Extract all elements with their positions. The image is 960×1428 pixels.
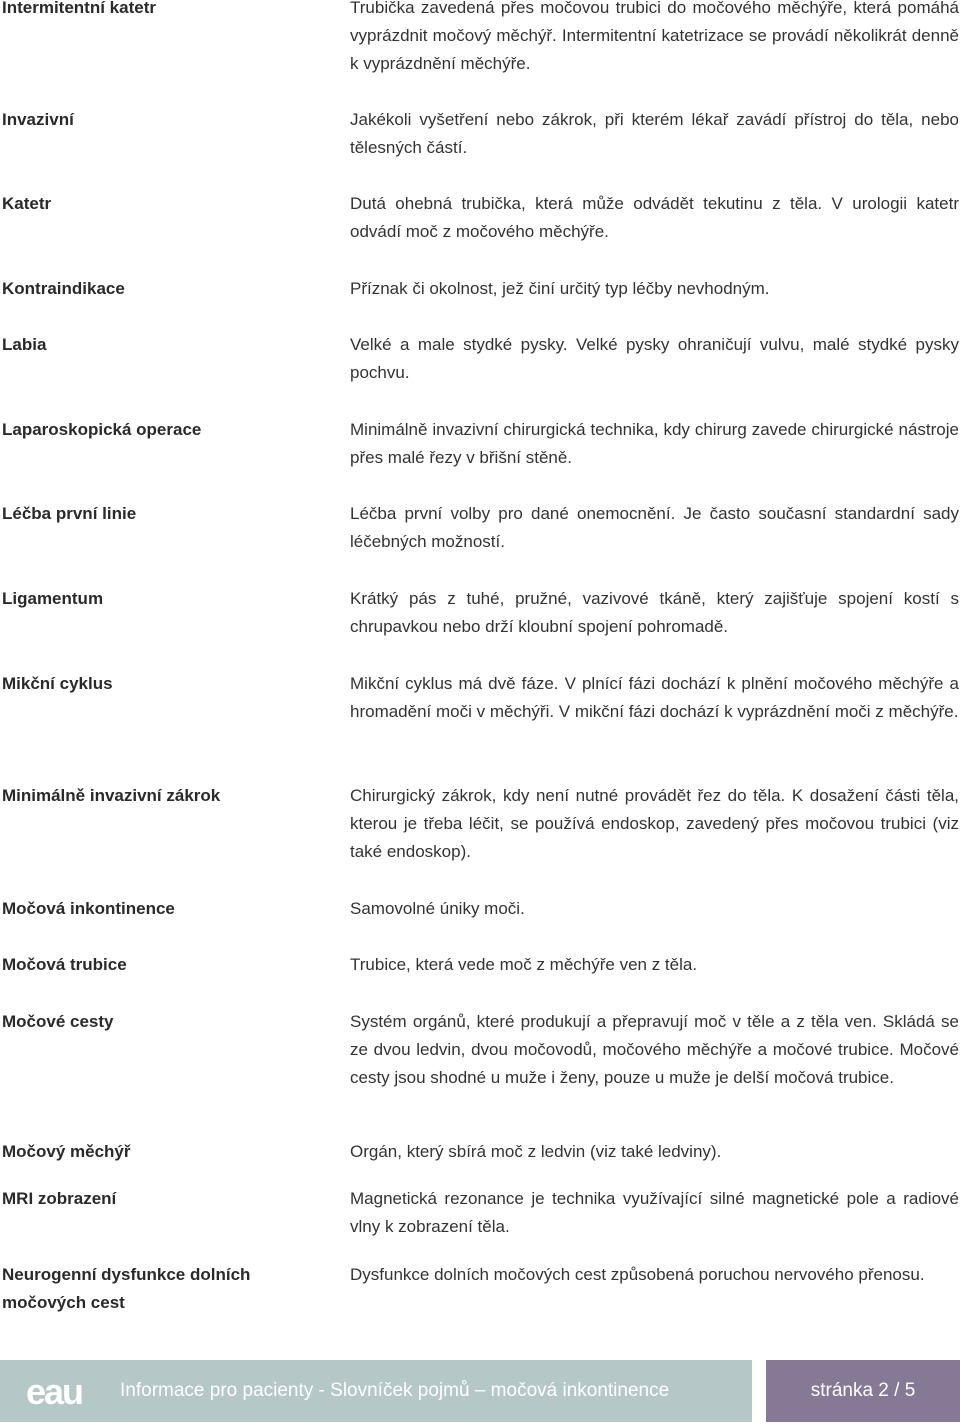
glossary-term: Kontraindikace — [2, 279, 125, 298]
glossary-definition: Trubička zavedená přes močovou trubici do močového měchýře, která pomáhá vyprázdnit močový měchýř. Intermitentní katetrizace se provádí několikrát denně k vyprázdnění měchýře. — [350, 0, 959, 73]
glossary-definition: Příznak či okolnost, jež činí určitý typ léčby nevhodným. — [350, 279, 770, 298]
page-number: stránka 2 / 5 — [810, 1380, 916, 1401]
eau-logo — [22, 1370, 102, 1412]
glossary-definition: Mikční cyklus má dvě fáze. V plnící fázi dochází k plnění močového měchýře a hromadění moči v měchýři. V mikční fázi dochází k vyprázdnění moči z měchýře. — [350, 674, 959, 721]
footer-title-bar — [0, 1360, 752, 1422]
glossary-term: Labia — [2, 335, 47, 354]
glossary-term: Močové cesty — [2, 1012, 114, 1031]
glossary-term: Minimálně invazivní zákrok — [2, 786, 221, 805]
glossary-definition: Systém orgánů, které produkují a přepravují moč v těle a z těla ven. Skládá se ze dvou ledvin, dvou močovodů, močového měchýře a močové trubice. Močové cesty jsou shodné u muže i ženy, pouze u muže je delší močová trubice. — [350, 1012, 959, 1087]
glossary-definition: Dutá ohebná trubička, která může odvádět tekutinu z těla. V urologii katetr odvádí moč z močového měchýře. — [350, 194, 959, 241]
glossary-definition: Velké a male stydké pysky. Velké pysky ohraničují vulvu, malé stydké pysky pochvu. — [350, 335, 959, 382]
glossary-term: Ligamentum — [2, 589, 104, 608]
glossary-definition: Magnetická rezonance je technika využívající silné magnetické pole a radiové vlny k zobrazení těla. — [350, 1189, 959, 1236]
glossary-term: Neurogenní dysfunkce dolních močových cest — [2, 1265, 251, 1312]
glossary-definition: Chirurgický zákrok, kdy není nutné provádět řez do těla. K dosažení části těla, kterou je třeba léčit, se používá endoskop, zavedený přes močovou trubici (viz také endoskop). — [350, 786, 959, 861]
page-number-box — [766, 1360, 960, 1422]
glossary-term: Močová trubice — [2, 955, 127, 974]
glossary-definition: Dysfunkce dolních močových cest způsobená poruchou nervového přenosu. — [350, 1265, 925, 1284]
footer-title: Informace pro pacienty - Slovníček pojmů – močová inkontinence — [120, 1380, 670, 1401]
glossary-term: MRI zobrazení — [2, 1189, 117, 1208]
glossary-term: Mikční cyklus — [2, 674, 113, 693]
glossary-definition: Orgán, který sbírá moč z ledvin (viz také ledviny). — [350, 1142, 722, 1161]
glossary-term: Laparoskopická operace — [2, 420, 202, 439]
glossary-term: Invazivní — [2, 110, 74, 129]
glossary-term: Močová inkontinence — [2, 899, 175, 918]
page-footer — [0, 1360, 960, 1422]
glossary-definition: Krátký pás z tuhé, pružné, vazivové tkáně, který zajišťuje spojení kostí s chrupavkou nebo drží kloubní spojení pohromadě. — [350, 589, 959, 636]
glossary-term: Katetr — [2, 194, 52, 213]
glossary-term: Močový měchýř — [2, 1142, 131, 1161]
glossary-term: Intermitentní katetr — [2, 0, 156, 17]
glossary-definition: Samovolné úniky moči. — [350, 899, 525, 918]
glossary-definition: Minimálně invazivní chirurgická technika, kdy chirurg zavede chirurgické nástroje přes malé řezy v břišní stěně. — [350, 420, 959, 467]
glossary-definition: Léčba první volby pro dané onemocnění. Je často současní standardní sady léčebných možností. — [350, 504, 959, 551]
glossary-definition: Trubice, která vede moč z měchýře ven z těla. — [350, 955, 698, 974]
glossary-definition: Jakékoli vyšetření nebo zákrok, při kterém lékař zavádí přístroj do těla, nebo tělesných částí. — [350, 110, 959, 157]
eau-logo-text: eau — [26, 1371, 83, 1412]
glossary-term: Léčba první linie — [2, 504, 137, 523]
